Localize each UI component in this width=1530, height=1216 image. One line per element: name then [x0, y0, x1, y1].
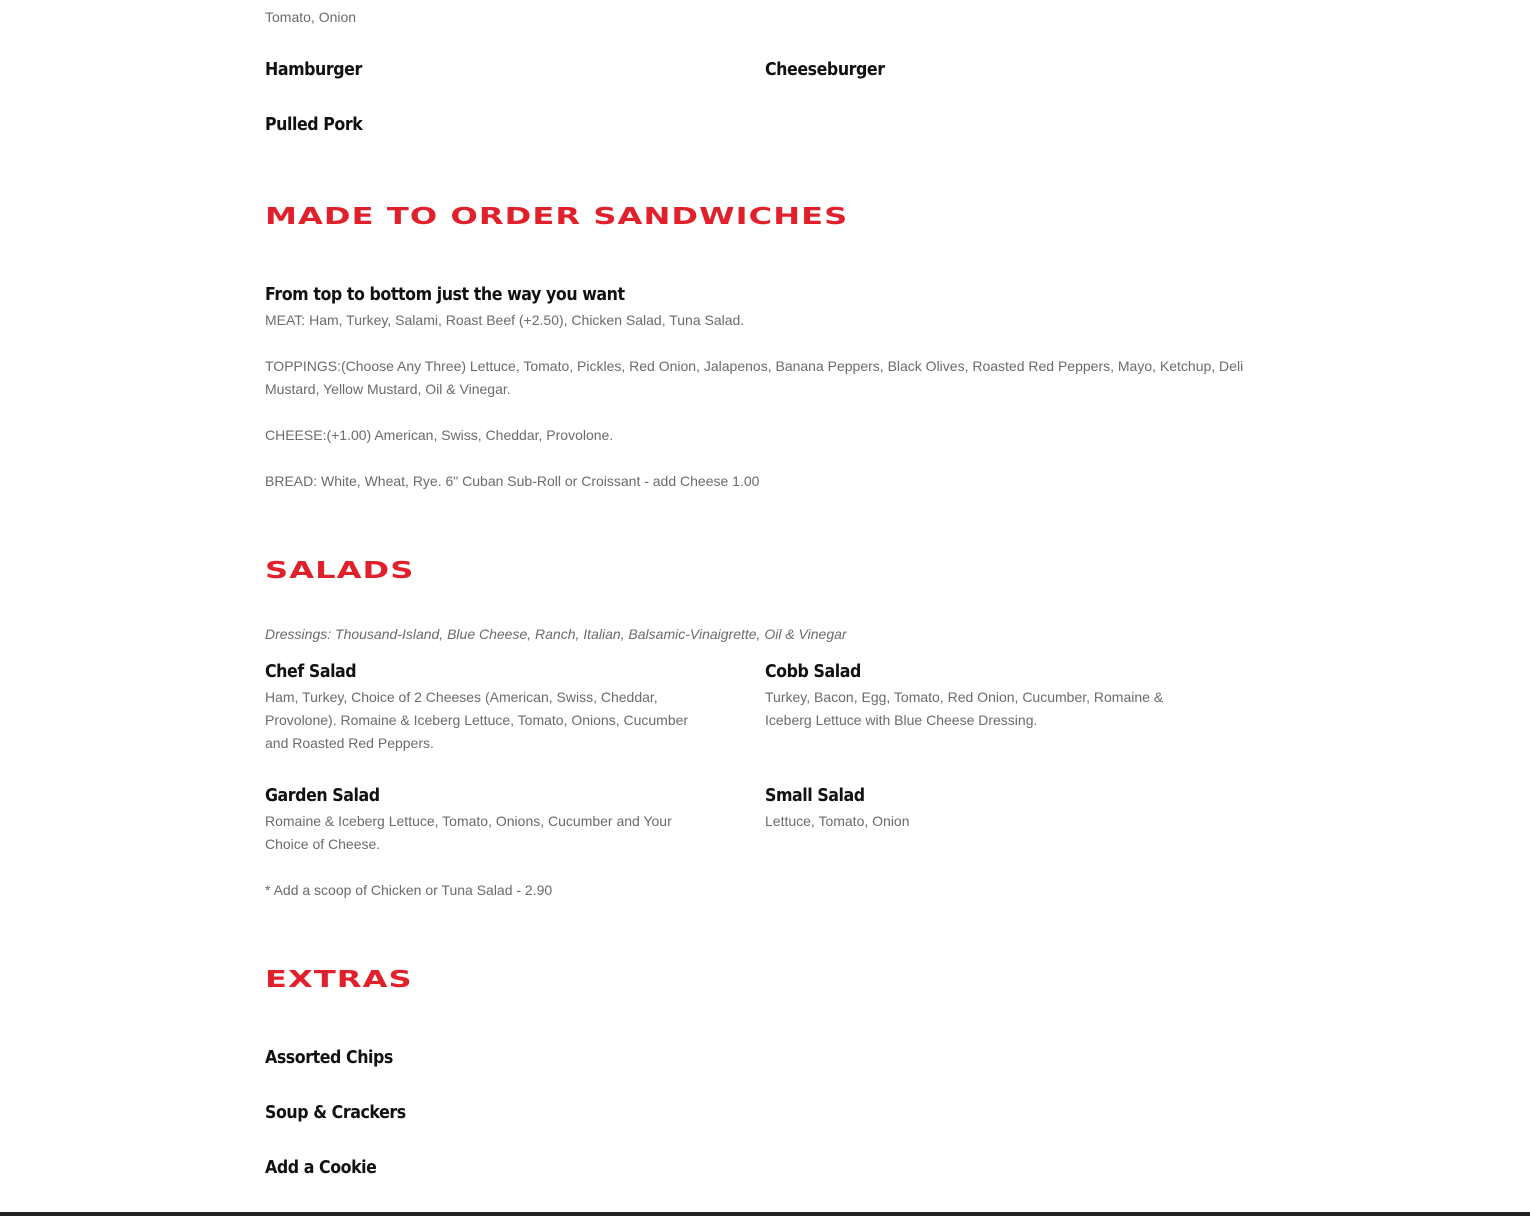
menu-item-hamburger: Hamburger — [265, 59, 362, 80]
menu-item-cheeseburger: Cheeseburger — [765, 59, 885, 80]
menu-item-pulled-pork: Pulled Pork — [265, 114, 363, 135]
previous-item-description-tail: Tomato, Onion — [265, 9, 357, 25]
sandwiches-cheese-options: CHEESE:(+1.00) American, Swiss, Cheddar, Provolone. — [265, 427, 614, 443]
menu-item-cobb-salad-description: Turkey, Bacon, Egg, Tomato, Red Onion, Cucumber, Romaine & Iceberg Lettuce with Blue Cheese Dressing. — [765, 689, 1164, 728]
menu-item-small-salad: Small Salad — [765, 785, 865, 806]
sandwiches-bread-options: BREAD: White, Wheat, Rye. 6" Cuban Sub-Roll or Croissant - add Cheese 1.00 — [265, 473, 760, 489]
menu-item-assorted-chips: Assorted Chips — [265, 1047, 393, 1068]
menu-item-small-salad-description: Lettuce, Tomato, Onion — [765, 813, 910, 829]
menu-item-cobb-salad: Cobb Salad — [765, 661, 861, 682]
menu-item-add-cookie: Add a Cookie — [265, 1157, 377, 1178]
footer-divider — [0, 1212, 1530, 1216]
sandwiches-subtitle: From top to bottom just the way you want — [265, 284, 625, 305]
sandwiches-meat-options: MEAT: Ham, Turkey, Salami, Roast Beef (+2.50), Chicken Salad, Tuna Salad. — [265, 312, 745, 328]
menu-item-chef-salad: Chef Salad — [265, 661, 357, 682]
section-title-sandwiches: MADE TO ORDER SANDWICHES — [265, 202, 849, 231]
menu-item-soup-crackers: Soup & Crackers — [265, 1102, 406, 1123]
menu-item-garden-salad-description: Romaine & Iceberg Lettuce, Tomato, Onions, Cucumber and Your Choice of Cheese. — [265, 813, 672, 852]
salad-dressings: Dressings: Thousand-Island, Blue Cheese, Ranch, Italian, Balsamic-Vinaigrette, Oil & Vinegar — [265, 626, 847, 642]
menu-item-garden-salad: Garden Salad — [265, 785, 380, 806]
menu-item-chef-salad-description: Ham, Turkey, Choice of 2 Cheeses (American, Swiss, Cheddar, Provolone). Romaine & Iceberg Lettuce, Tomato, Onions, Cucumber and Roasted Red Peppers. — [265, 689, 689, 751]
section-title-salads: SALADS — [265, 556, 415, 585]
section-title-extras: EXTRAS — [265, 965, 413, 994]
salad-add-on-note: * Add a scoop of Chicken or Tuna Salad - 2.90 — [265, 882, 553, 898]
sandwiches-topping-options: TOPPINGS:(Choose Any Three) Lettuce, Tomato, Pickles, Red Onion, Jalapenos, Banana Peppers, Black Olives, Roasted Red Peppers, Mayo, Ketchup, Deli Mustard, Yellow Mustard, Oil & Vinegar. — [265, 358, 1244, 397]
